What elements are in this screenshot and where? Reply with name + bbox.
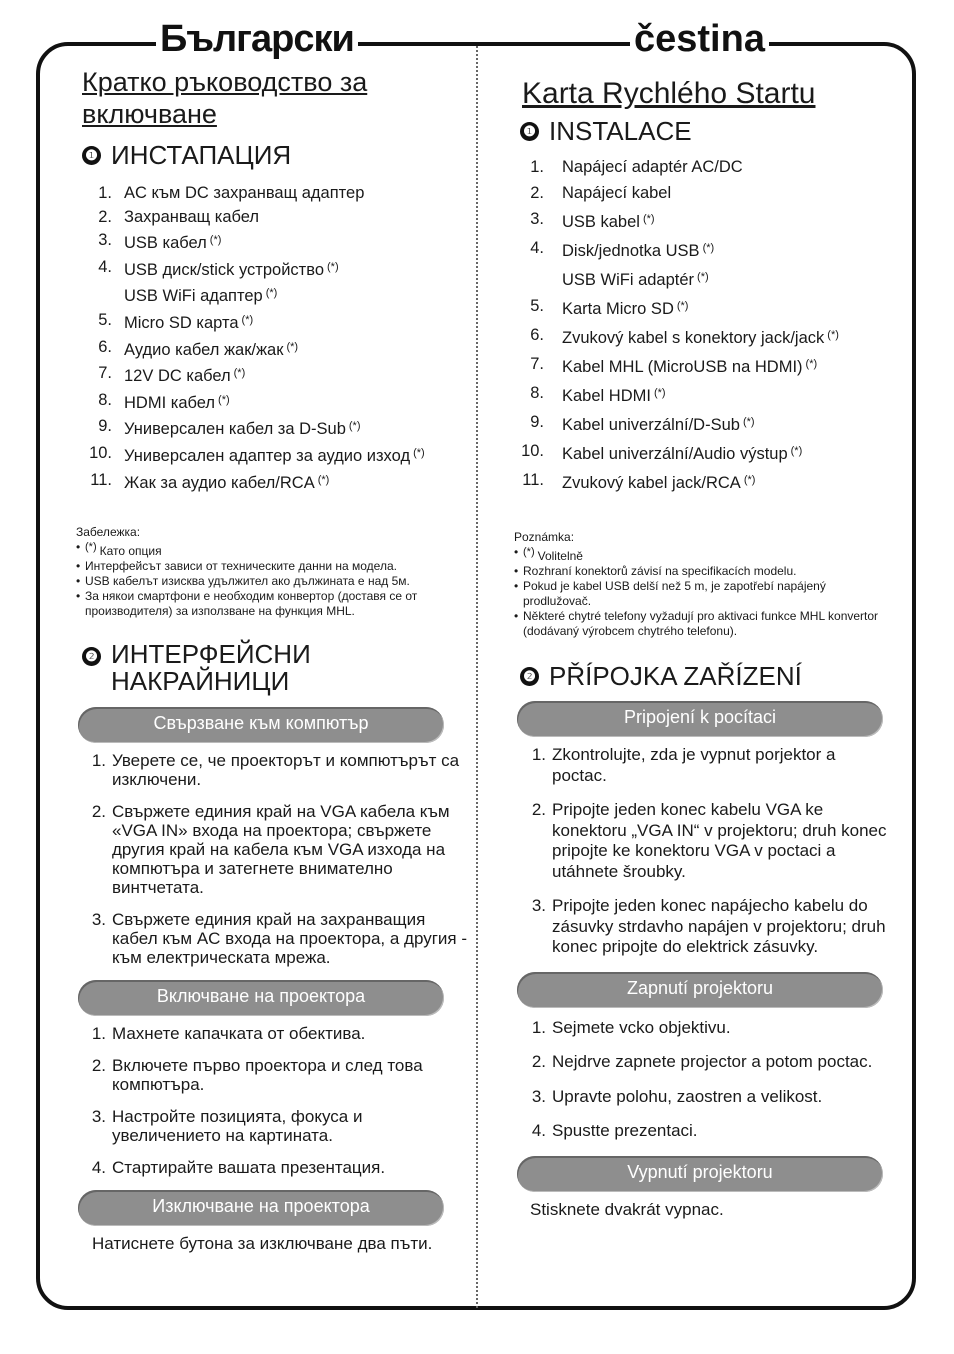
list-item: 6. Аудио кабел жак/жак (*) bbox=[98, 337, 299, 359]
list-item: 2. Включете първо проектора и след това компютъра. bbox=[91, 1056, 423, 1095]
steps-power-on bbox=[76, 1024, 471, 1177]
list-item: 1. Махнете капачката от обектива. bbox=[91, 1024, 366, 1044]
list-item: 3. Свържете единия край на захранващия кабел към AC входа на проектора, а другия - към електрическата мрежа. bbox=[91, 910, 467, 968]
section-number-icon: ❷ bbox=[82, 647, 101, 666]
list-item: 3. Pripojte jeden konec napájecho kabelu do zásuvky strdavho napájen v projektoru; druh konec pripojte do elektrick zásuvky. bbox=[531, 896, 886, 956]
list-item: 10. Kabel univerzální/Audio výstup (*) bbox=[521, 442, 803, 463]
list-item: 4. Стартирайте вашата презентация. bbox=[91, 1158, 386, 1178]
quick-start-title: Кратко ръководство за включване bbox=[82, 67, 368, 129]
subsection-power-on: Включване на проектора bbox=[78, 980, 444, 1016]
list-item: 4. USB диск/stick устройство (*) bbox=[98, 257, 339, 279]
section-heading: ИНТЕРФЕЙСНИ НАКРАЙНИЦИ bbox=[111, 639, 311, 697]
section-number-icon: ❶ bbox=[82, 146, 101, 165]
subsection-power-off: Изключване на проектора bbox=[78, 1190, 444, 1226]
section-interfaces bbox=[82, 641, 471, 695]
list-item: 5. Karta Micro SD (*) bbox=[530, 297, 689, 318]
list-item: 2. Pripojte jeden konec kabelu VGA ke konektoru „VGA IN“ v projektoru; druh konec pripojte ke konektoru VGA v poctaci a utáhnete šroubky. bbox=[531, 800, 887, 881]
notes bbox=[76, 525, 471, 619]
list-item: 3. USB kabel (*) bbox=[530, 210, 655, 231]
note-item: • За някои смартфони е необходим конвертор (доставя се от производителя) за използване на функция MHL. bbox=[76, 589, 418, 619]
notes-label: Забележка: bbox=[76, 525, 141, 540]
language-title-cs: čestina bbox=[630, 14, 769, 64]
list-item: 1. Zkontrolujte, zda je vypnut porjektor a poctac. bbox=[531, 745, 836, 785]
installation-list bbox=[514, 154, 892, 496]
list-item: 11. Жак за аудио кабел/RCA (*) bbox=[90, 470, 330, 492]
section-interfaces bbox=[520, 661, 892, 691]
power-off-text: Натиснете бутона за изключване два пъти. bbox=[92, 1234, 433, 1254]
list-item: 6. Zvukový kabel s konektory jack/jack (*) bbox=[530, 326, 839, 347]
notes-label: Poznámka: bbox=[514, 530, 575, 544]
list-item: 2. Захранващ кабел bbox=[98, 207, 260, 226]
steps-connect-computer bbox=[76, 751, 471, 967]
quick-start-title: Karta Rychlého Startu bbox=[522, 77, 816, 110]
note-item: • Pokud je kabel USB delší než 5 m, je zapotřebí napájený prodlužovač. bbox=[514, 579, 826, 608]
column-divider bbox=[476, 46, 478, 1308]
list-item: 3. USB кабел (*) bbox=[98, 231, 222, 253]
list-item: 2. Свържете единия край на VGA кабела към «VGA IN» входа на проектора; свържете другия край на кабела към VGA изхода на компютъра и затегнете внимателно винтчетата. bbox=[91, 802, 450, 898]
section-heading: ИНСТАПАЦИЯ bbox=[111, 140, 292, 170]
steps-connect-computer bbox=[514, 745, 892, 958]
column-czech bbox=[514, 60, 892, 1219]
list-item: 8. HDMI кабел (*) bbox=[98, 390, 230, 412]
note-item: • Rozhraní konektorů závisí na specifikacích modelu. bbox=[514, 564, 797, 578]
list-item: 9. Kabel univerzální/D-Sub (*) bbox=[530, 413, 755, 434]
section-heading: PŘÍPOJKA ZAŘÍZENÍ bbox=[549, 661, 802, 691]
list-item: 11. Zvukový kabel jack/RCA (*) bbox=[522, 471, 756, 492]
list-item: 2. Napájecí kabel bbox=[530, 184, 672, 202]
note-item: • (*) Като опция bbox=[76, 540, 162, 559]
steps-power-on bbox=[514, 1018, 892, 1142]
subsection-power-off: Vypnutí projektoru bbox=[517, 1156, 883, 1192]
column-bulgarian bbox=[76, 60, 471, 1253]
language-title-bg: Български bbox=[156, 14, 358, 64]
section-number-icon: ❷ bbox=[520, 667, 539, 686]
list-item: 1. Sejmete vcko objektivu. bbox=[531, 1017, 731, 1037]
power-off-text: Stisknete dvakrát vypnac. bbox=[530, 1199, 724, 1219]
installation-list bbox=[76, 182, 471, 495]
note-item: • (*) Volitelně bbox=[514, 545, 583, 563]
list-item: 1. AC към DC захранващ адаптер bbox=[98, 184, 365, 202]
note-item: • Интерфейсът зависи от техническите данни на модела. bbox=[76, 559, 397, 574]
subsection-connect-computer: Pripojení k pocítaci bbox=[517, 701, 883, 737]
list-item: 10. Универсален адаптер за аудио изход (*) bbox=[89, 443, 425, 465]
list-item: 3. Настройте позицията, фокуса и увеличението на картината. bbox=[91, 1107, 363, 1146]
section-heading: INSTALACE bbox=[549, 116, 692, 146]
subsection-power-on: Zapnutí projektoru bbox=[517, 972, 883, 1008]
list-item: 4. Disk/jednotka USB (*) bbox=[530, 239, 715, 260]
list-item: 1. Уверете се, че проекторът и компютърът са изключени. bbox=[91, 751, 460, 790]
section-installation bbox=[520, 116, 892, 146]
list-item: 7. Kabel MHL (MicroUSB na HDMI) (*) bbox=[530, 355, 818, 376]
list-item: 1. Napájecí adaptér AC/DC bbox=[530, 158, 743, 176]
list-item: 9. Универсален кабел за D-Sub (*) bbox=[98, 417, 361, 439]
note-item: • USB кабелът изисква удължител ако дължината е над 5м. bbox=[76, 574, 410, 589]
notes bbox=[514, 530, 892, 639]
list-item: 4. Spustte prezentaci. bbox=[531, 1121, 698, 1140]
list-item: 2. Nejdrve zapnete projector a potom poctac. bbox=[531, 1052, 873, 1071]
list-item: 3. Upravte polohu, zaostren a velikost. bbox=[531, 1086, 823, 1106]
section-number-icon: ❶ bbox=[520, 122, 539, 141]
list-item: 8. Kabel HDMI (*) bbox=[530, 384, 666, 405]
list-item: USB WiFi adaptér (*) bbox=[562, 271, 709, 289]
list-item: USB WiFi адаптер (*) bbox=[124, 287, 278, 306]
list-item: 7. 12V DC кабел (*) bbox=[98, 364, 246, 386]
list-item: 5. Micro SD карта (*) bbox=[98, 310, 254, 332]
section-installation bbox=[82, 140, 471, 170]
note-item: • Některé chytré telefony vyžadují pro aktivaci funkce MHL konvertor (dodávaný výrobcem chytrého telefonu). bbox=[514, 609, 879, 638]
subsection-connect-computer: Свързване към компютър bbox=[78, 707, 444, 743]
